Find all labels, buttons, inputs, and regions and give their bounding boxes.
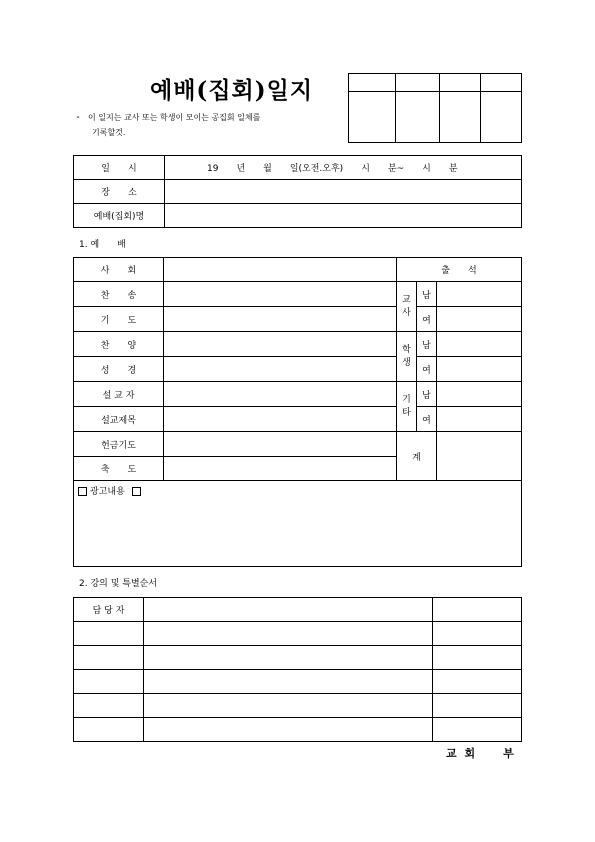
note-bullet: ⁃ — [76, 113, 80, 122]
attendance-header: 출 석 — [397, 258, 522, 282]
page-title: 예배(집회)일지 — [150, 77, 314, 104]
row-field-leader[interactable] — [164, 258, 397, 282]
student-female-label: 여 — [417, 357, 437, 382]
row-field-sermon-title[interactable] — [164, 407, 397, 432]
section-1-title: 1. 예 배 — [79, 240, 126, 250]
approval-header-3 — [440, 74, 481, 92]
total-label: 계 — [397, 432, 437, 481]
lecture-cell[interactable] — [433, 694, 522, 718]
other-male-field[interactable] — [437, 382, 522, 407]
place-label: 장 소 — [74, 180, 165, 204]
row-label-sermon-title: 설교제목 — [74, 407, 164, 432]
lecture-cell[interactable] — [433, 670, 522, 694]
other-female-label: 여 — [417, 407, 437, 432]
lecture-cell[interactable] — [74, 646, 144, 670]
row-field-praise[interactable] — [164, 332, 397, 357]
total-field[interactable] — [437, 432, 522, 481]
approval-cell-2[interactable] — [395, 92, 440, 143]
lecture-header-person: 담 당 자 — [74, 598, 144, 622]
meeting-name-label: 예배(집회)명 — [74, 204, 165, 228]
lecture-table — [73, 597, 522, 742]
note-line-1: 이 일지는 교사 또는 학생이 모이는 공집회 일체를 — [88, 113, 261, 122]
note-line-2: 기록할것. — [92, 128, 126, 137]
row-field-scripture[interactable] — [164, 357, 397, 382]
lecture-cell[interactable] — [144, 694, 433, 718]
teacher-male-field[interactable] — [437, 282, 522, 307]
lecture-cell[interactable] — [144, 622, 433, 646]
row-field-preacher[interactable] — [164, 382, 397, 407]
date-field[interactable]: 19 년 월 일(오전.오후) 시 분~ 시 분 — [165, 156, 522, 180]
teacher-female-label: 여 — [417, 307, 437, 332]
lecture-cell[interactable] — [144, 646, 433, 670]
row-label-benediction: 축 도 — [74, 457, 164, 481]
lecture-cell[interactable] — [433, 718, 522, 742]
lecture-cell[interactable] — [74, 694, 144, 718]
row-field-prayer[interactable] — [164, 307, 397, 332]
lecture-header-extra — [433, 598, 522, 622]
place-field[interactable] — [165, 180, 522, 204]
row-label-praise: 찬 양 — [74, 332, 164, 357]
lecture-header-content — [144, 598, 433, 622]
row-field-hymn[interactable] — [164, 282, 397, 307]
other-male-label: 남 — [417, 382, 437, 407]
approval-cell-1[interactable] — [349, 92, 396, 143]
lecture-cell[interactable] — [433, 622, 522, 646]
notice-label: 광고내용 — [90, 487, 125, 497]
row-label-preacher: 설 교 자 — [74, 382, 164, 407]
teacher-male-label: 남 — [417, 282, 437, 307]
date-label: 일 시 — [74, 156, 165, 180]
group-other-label: 기 타 — [397, 382, 417, 432]
notice-checkbox[interactable] — [78, 487, 87, 496]
group-teacher-label: 교 사 — [397, 282, 417, 332]
lecture-cell[interactable] — [74, 622, 144, 646]
notice-area[interactable] — [74, 481, 522, 567]
approval-header-4 — [481, 74, 522, 92]
teacher-female-field[interactable] — [437, 307, 522, 332]
approval-header-1 — [349, 74, 396, 92]
student-male-label: 남 — [417, 332, 437, 357]
section-2-title: 2. 강의 및 특별순서 — [79, 579, 158, 589]
church-department-label: 교 회 부 — [446, 747, 516, 760]
lecture-cell[interactable] — [144, 670, 433, 694]
lecture-cell[interactable] — [74, 718, 144, 742]
row-label-hymn: 찬 송 — [74, 282, 164, 307]
info-table — [73, 155, 522, 228]
group-student-label: 학 생 — [397, 332, 417, 382]
row-label-prayer: 기 도 — [74, 307, 164, 332]
approval-cell-3[interactable] — [440, 92, 481, 143]
lecture-cell[interactable] — [74, 670, 144, 694]
row-label-leader: 사 회 — [74, 258, 164, 282]
approval-boxes — [348, 73, 522, 143]
student-female-field[interactable] — [437, 357, 522, 382]
row-label-scripture: 성 경 — [74, 357, 164, 382]
worship-table — [73, 257, 522, 567]
approval-header-2 — [395, 74, 440, 92]
row-field-benediction[interactable] — [164, 457, 397, 481]
row-label-offering-prayer: 헌금기도 — [74, 432, 164, 457]
student-male-field[interactable] — [437, 332, 522, 357]
lecture-cell[interactable] — [433, 646, 522, 670]
row-field-offering-prayer[interactable] — [164, 432, 397, 457]
notice-checkbox-2[interactable] — [132, 487, 141, 496]
meeting-name-field[interactable] — [165, 204, 522, 228]
other-female-field[interactable] — [437, 407, 522, 432]
lecture-cell[interactable] — [144, 718, 433, 742]
approval-cell-4[interactable] — [481, 92, 522, 143]
